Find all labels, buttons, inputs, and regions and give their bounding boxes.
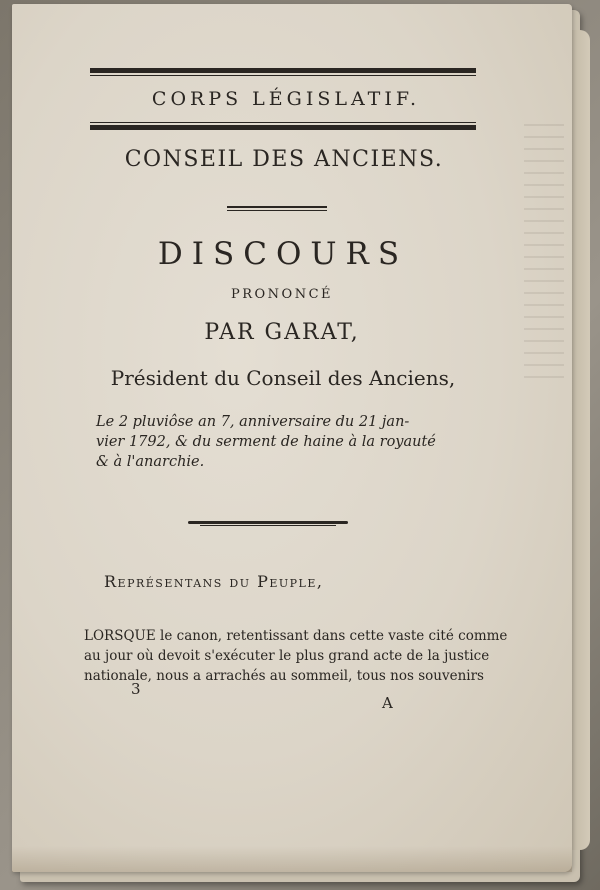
catchword: A — [382, 694, 393, 712]
corps-legislatif-heading: CORPS LÉGISLATIF. — [151, 88, 421, 110]
date-line: Le 2 pluviôse an 7, anniversaire du 21 jan- — [96, 414, 410, 430]
body-line: nationale, nous a arrachés au sommeil, tous nos souvenirs — [84, 668, 484, 684]
date-description — [96, 412, 476, 472]
salutation: Représentans du Peuple, — [104, 572, 324, 591]
short-divider-rule-thin — [227, 210, 327, 211]
date-line: & à l'anarchie. — [96, 454, 205, 470]
header-bottom-thin-rule — [90, 122, 476, 123]
header-top-thin-rule — [90, 75, 476, 76]
header-bottom-thick-rule — [90, 125, 476, 130]
body-line: au jour où devoit s'exécuter le plus grand acte de la justice — [84, 648, 490, 664]
document-page — [12, 4, 572, 872]
prononce-subtitle: PRONONCÉ — [230, 287, 334, 302]
date-line: vier 1792, & du serment de haine à la royauté — [96, 434, 436, 450]
header-top-thick-rule — [90, 68, 476, 73]
discours-title: DISCOURS — [157, 236, 409, 272]
body-paragraph — [84, 626, 508, 686]
signature-mark: 3 — [131, 680, 141, 698]
bleed-through-texture — [524, 124, 564, 384]
conseil-des-anciens-heading: CONSEIL DES ANCIENS. — [124, 147, 444, 172]
author-line: PAR GARAT, — [204, 320, 360, 345]
ornamental-rule — [188, 521, 348, 524]
short-divider-rule — [227, 206, 327, 208]
ornamental-rule-thin — [200, 525, 336, 526]
body-line: LORSQUE le canon, retentissant dans cette vaste cité comme — [84, 628, 508, 644]
president-line: Président du Conseil des Anciens, — [110, 366, 456, 390]
page-bottom-shadow — [12, 846, 572, 872]
